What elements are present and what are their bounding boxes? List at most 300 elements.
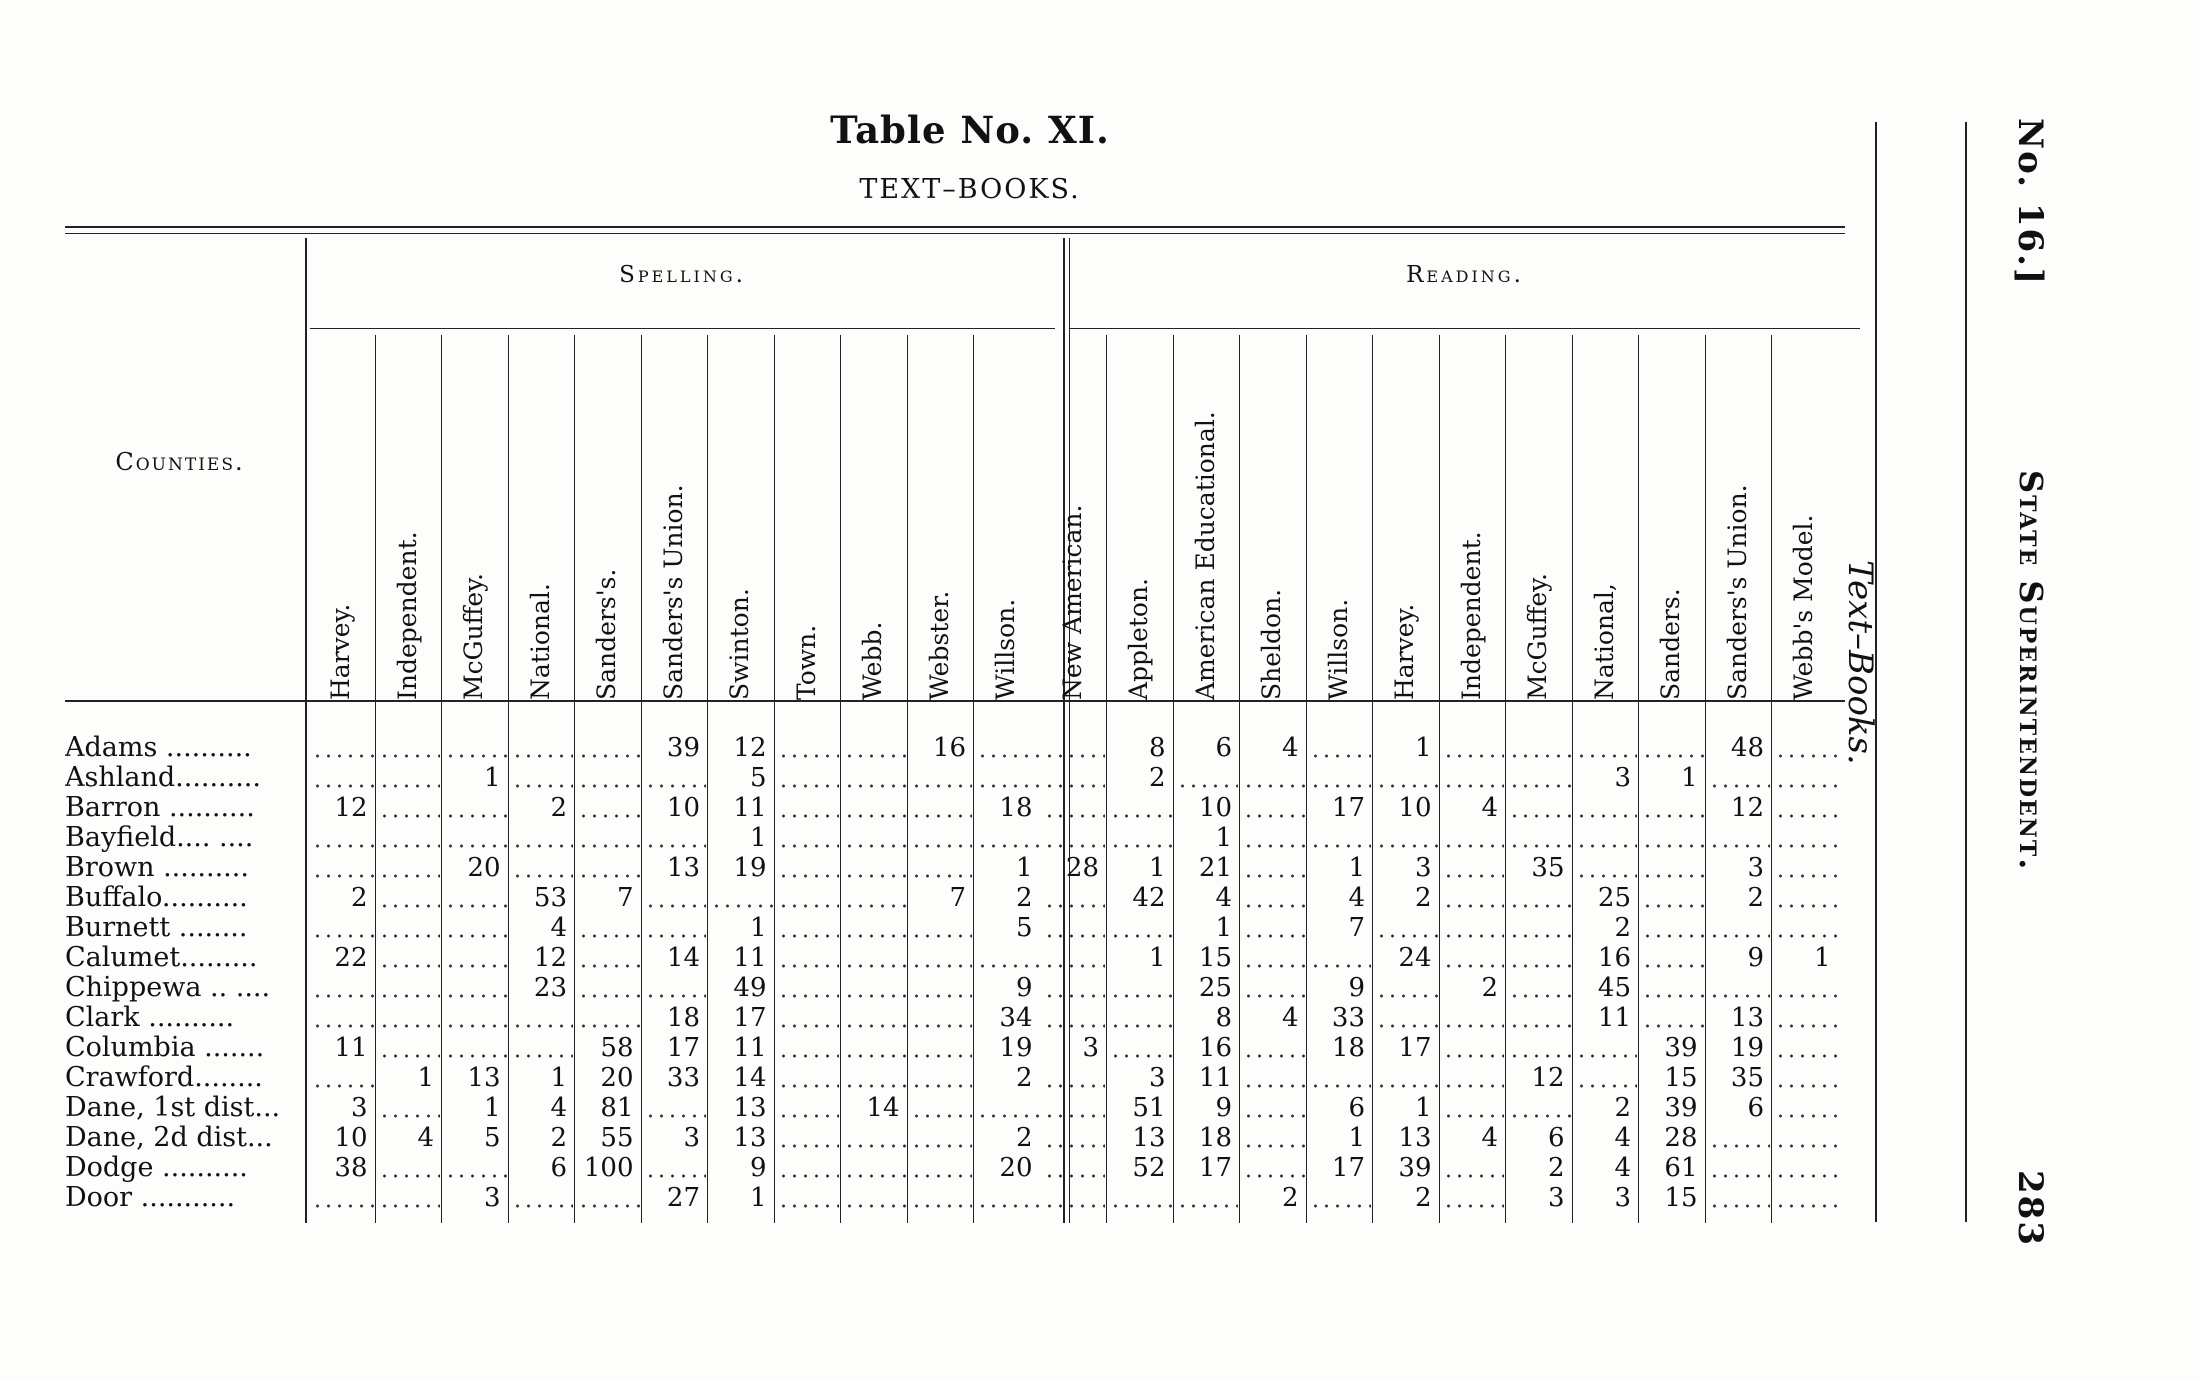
table-cell: 18 [1331,1033,1365,1063]
table-cell: 14 [666,943,700,973]
county-name: Crawford........ [65,1063,263,1093]
table-cell [975,763,1039,793]
table-cell [576,793,640,823]
table-cell [1773,853,1837,883]
table-cell: 28 [1664,1123,1698,1153]
table-cell [1042,883,1106,913]
table-cell [377,1093,441,1123]
table-cell: 4 [1614,1123,1631,1153]
table-cell [1507,793,1571,823]
table-cell: 5 [1015,913,1033,943]
table-cell [842,1063,906,1093]
table-cell [1241,973,1305,1003]
table-cell: 17 [1398,1033,1432,1063]
county-name: Buffalo.......... [65,883,248,913]
table-cell [842,853,906,883]
table-cell [909,1033,973,1063]
table-row [0,763,1890,793]
table-cell [1042,763,1106,793]
table-cell: 25 [1597,883,1631,913]
table-cell: 6 [1348,1093,1365,1123]
table-cell: 3 [1414,853,1432,883]
table-cell: 13 [733,1093,767,1123]
table-cell [576,853,640,883]
table-cell [310,1003,374,1033]
table-cell [1441,823,1505,853]
table-cell [842,823,906,853]
column-header-label: Sanders. [1656,588,1685,700]
table-cell: 3 [483,1183,501,1213]
table-cell [842,1123,906,1153]
table-cell [377,763,441,793]
reading-group-header: Reading. [1406,262,1524,288]
table-cell: 11 [733,793,767,823]
table-cell: 2 [1414,1183,1432,1213]
column-header-label: Town. [791,624,821,700]
table-cell [443,883,507,913]
table-cell [1773,1093,1837,1123]
table-cell [377,733,441,763]
table-cell [1241,1033,1305,1063]
table-cell [1042,1093,1106,1123]
table-cell [1707,1123,1771,1153]
table-cell: 4 [1481,1123,1498,1153]
table-cell: 19 [1730,1033,1764,1063]
table-cell [1773,763,1837,793]
table-cell: 1 [1813,943,1831,973]
table-cell [1574,1033,1638,1063]
table-cell [1374,763,1438,793]
table-cell [510,1183,574,1213]
table-cell: 7 [949,883,966,913]
column-header-label: Harvey. [1390,603,1419,700]
table-cell [1042,793,1106,823]
table-cell [576,823,640,853]
column-header-label: McGuffey. [1523,573,1552,700]
table-cell [776,733,840,763]
table-row [0,733,1890,763]
table-cell [643,763,707,793]
table-cell [1374,1003,1438,1033]
table-cell: 13 [1132,1123,1166,1153]
table-cell [776,943,840,973]
table-cell: 7 [1348,913,1365,943]
table-cell [1042,973,1106,1003]
table-cell: 4 [1614,1153,1631,1183]
table-title: Table No. XI. [830,108,1110,152]
county-name: Adams .......... [65,733,252,763]
table-cell: 16 [1597,943,1631,973]
column-header-label: Sheldon. [1257,588,1286,700]
table-cell: 1 [1680,763,1698,793]
table-cell [1640,823,1704,853]
table-cell [776,1063,840,1093]
table-cell: 11 [1597,1003,1631,1033]
table-cell: 3 [1082,1033,1099,1063]
table-cell [1507,823,1571,853]
table-cell: 17 [666,1033,700,1063]
table-cell [576,913,640,943]
county-name: Ashland.......... [65,763,261,793]
table-cell: 38 [334,1153,368,1183]
table-cell [975,1183,1039,1213]
table-cell [510,853,574,883]
table-cell: 1 [417,1063,434,1093]
table-row [0,1033,1890,1063]
table-cell [776,1153,840,1183]
table-cell [443,793,507,823]
table-cell [377,973,441,1003]
table-cell [1640,733,1704,763]
table-cell [443,1153,507,1183]
county-name: Dane, 1st dist... [65,1093,281,1123]
top-rule-2 [65,233,1845,234]
table-cell [1042,1003,1106,1033]
table-cell: 52 [1132,1153,1166,1183]
table-cell [443,1033,507,1063]
table-cell: 17 [733,1003,767,1033]
table-cell: 39 [666,733,700,763]
table-cell: 51 [1132,1093,1166,1123]
table-cell [1707,1183,1771,1213]
table-cell: 13 [1730,1003,1764,1033]
table-cell: 34 [999,1003,1033,1033]
table-cell: 15 [1664,1183,1698,1213]
table-cell [576,733,640,763]
column-header-label: Webb. [858,621,887,700]
table-cell: 3 [1547,1183,1565,1213]
table-cell [1308,1183,1372,1213]
table-cell: 4 [550,913,567,943]
county-name: Door ........... [65,1183,236,1213]
table-cell [1707,973,1771,1003]
table-cell: 10 [1198,793,1232,823]
table-cell [643,1153,707,1183]
table-cell [1507,883,1571,913]
table-cell [510,733,574,763]
table-row [0,1153,1890,1183]
table-cell [842,793,906,823]
table-cell: 1 [1414,733,1432,763]
table-cell: 4 [1348,883,1365,913]
table-cell [1507,733,1571,763]
table-cell [310,823,374,853]
table-cell: 20 [999,1153,1033,1183]
table-cell [377,823,441,853]
table-cell [1042,1063,1106,1093]
spelling-group-rule [310,328,1055,329]
table-cell [1441,1063,1505,1093]
table-cell: 48 [1730,733,1764,763]
table-cell [975,943,1039,973]
table-cell [310,1183,374,1213]
table-cell: 55 [600,1123,634,1153]
table-cell [1308,943,1372,973]
table-row [0,1093,1890,1123]
table-cell [1574,853,1638,883]
table-cell: 2 [1614,1093,1631,1123]
table-cell [842,913,906,943]
table-cell: 10 [1398,793,1432,823]
table-cell [1241,1123,1305,1153]
table-cell [1441,1093,1505,1123]
column-header-label: Willson. [991,598,1020,700]
table-cell [310,763,374,793]
table-cell: 2 [550,793,567,823]
table-cell [1108,973,1172,1003]
table-cell [842,943,906,973]
table-cell [643,883,707,913]
table-cell: 1 [1015,853,1033,883]
county-name: Dane, 2d dist... [65,1123,273,1153]
county-name: Clark .......... [65,1003,235,1033]
table-cell: 1 [1215,823,1232,853]
table-cell [842,1153,906,1183]
table-cell: 28 [1065,853,1099,883]
table-cell: 10 [666,793,700,823]
table-cell [1042,913,1106,943]
table-cell [776,823,840,853]
table-cell: 61 [1664,1153,1698,1183]
table-cell [576,1183,640,1213]
table-cell: 24 [1398,943,1432,973]
table-cell [909,1003,973,1033]
table-cell: 4 [1481,793,1498,823]
table-cell [1574,793,1638,823]
table-cell [776,973,840,1003]
table-cell [1773,733,1837,763]
table-row [0,1063,1890,1093]
table-row [0,1123,1890,1153]
table-cell: 7 [616,883,634,913]
table-cell [1773,1183,1837,1213]
table-cell [1241,1153,1305,1183]
table-cell [776,1003,840,1033]
table-row [0,913,1890,943]
table-cell: 9 [1348,973,1365,1003]
table-cell: 13 [467,1063,501,1093]
table-cell [1441,943,1505,973]
table-cell: 2 [550,1123,567,1153]
table-cell [1108,1003,1172,1033]
table-cell [776,913,840,943]
table-cell: 18 [999,793,1033,823]
table-cell: 35 [1531,853,1565,883]
table-cell [1574,823,1638,853]
table-cell: 8 [1215,1003,1232,1033]
table-cell [709,883,773,913]
county-name: Columbia ....... [65,1033,265,1063]
table-cell [1175,763,1239,793]
table-cell [443,913,507,943]
table-cell [1441,1183,1505,1213]
table-cell: 18 [666,1003,700,1033]
table-cell: 1 [550,1063,567,1093]
table-cell [1241,793,1305,823]
table-cell [1042,823,1106,853]
table-cell: 3 [1614,1183,1631,1213]
table-cell [1773,913,1837,943]
table-cell [842,883,906,913]
table-cell [377,883,441,913]
table-cell [1441,883,1505,913]
column-header-label: Sanders's Union. [658,484,688,700]
table-cell [909,793,973,823]
table-cell [1773,883,1837,913]
table-cell [1773,973,1837,1003]
table-cell [1042,1153,1106,1183]
top-rule-1 [65,226,1845,228]
column-header-label: Independent. [1456,531,1486,700]
table-cell [310,973,374,1003]
table-cell [776,853,840,883]
table-cell [1707,1153,1771,1183]
table-cell: 13 [666,853,700,883]
county-name: Chippewa .. .... [65,973,271,1003]
table-cell: 2 [1414,883,1432,913]
column-header-label: New American. [1057,504,1087,700]
column-header-label: Webb's Model. [1789,514,1818,700]
table-cell [643,913,707,943]
table-cell [443,973,507,1003]
table-cell [909,943,973,973]
table-cell [1441,1153,1505,1183]
table-cell: 1 [1148,853,1166,883]
table-cell: 15 [1664,1063,1698,1093]
table-cell [510,763,574,793]
table-cell [1108,913,1172,943]
table-cell: 1 [749,1183,767,1213]
table-cell: 6 [550,1153,567,1183]
table-cell [1374,1063,1438,1093]
table-cell [842,973,906,1003]
table-cell [1308,1063,1372,1093]
table-row [0,793,1890,823]
table-cell [1241,913,1305,943]
table-cell: 22 [334,943,368,973]
table-cell [842,1183,906,1213]
table-cell [1108,793,1172,823]
table-cell [1507,1003,1571,1033]
table-cell [1574,1063,1638,1093]
table-cell: 39 [1398,1153,1432,1183]
table-cell [1374,913,1438,943]
table-cell: 6 [1215,733,1232,763]
table-cell [1042,733,1106,763]
table-cell [1640,883,1704,913]
table-cell [776,883,840,913]
table-cell: 58 [600,1033,634,1063]
table-cell [1441,913,1505,943]
table-cell [1108,1033,1172,1063]
table-cell [1507,1093,1571,1123]
table-cell [1507,973,1571,1003]
table-cell [842,1003,906,1033]
table-cell [1773,793,1837,823]
table-cell: 4 [1281,733,1299,763]
column-header-label: Independent. [392,531,422,700]
table-cell [576,1003,640,1033]
table-cell: 13 [733,1123,767,1153]
column-header-label: McGuffey. [459,573,488,700]
table-cell: 49 [733,973,767,1003]
table-cell: 10 [334,1123,368,1153]
column-header-label: Willson. [1323,598,1353,700]
table-cell [1175,1183,1239,1213]
table-cell: 6 [1547,1123,1565,1153]
table-cell: 4 [550,1093,567,1123]
table-cell [1507,763,1571,793]
county-name: Burnett ........ [65,913,248,943]
table-cell: 2 [1015,883,1033,913]
table-cell [1707,823,1771,853]
table-cell: 17 [1331,1153,1365,1183]
table-cell: 3 [1148,1063,1166,1093]
table-cell [776,1183,840,1213]
table-cell [1773,823,1837,853]
table-cell [776,1123,840,1153]
table-cell: 35 [1730,1063,1764,1093]
table-cell: 16 [932,733,966,763]
table-cell [443,823,507,853]
table-cell: 12 [533,943,567,973]
column-header-label: Harvey. [326,603,355,700]
table-cell: 1 [483,1093,501,1123]
table-cell: 12 [733,733,767,763]
table-row [0,823,1890,853]
column-header-label: National, [1589,583,1619,700]
table-cell [377,1153,441,1183]
county-name: Calumet......... [65,943,258,973]
table-cell: 4 [417,1123,434,1153]
table-cell: 2 [350,883,368,913]
running-head-number-text: No. 16.] [2010,118,2050,287]
table-cell: 27 [666,1183,700,1213]
table-cell [1241,823,1305,853]
table-cell [377,913,441,943]
table-cell [1241,1063,1305,1093]
table-row [0,1183,1890,1213]
table-cell: 2 [1547,1153,1565,1183]
table-cell [510,1003,574,1033]
table-cell [377,1183,441,1213]
table-cell: 18 [1198,1123,1232,1153]
column-header-label: Sanders's. [592,568,621,700]
table-cell [1042,943,1106,973]
table-cell [909,1093,973,1123]
table-cell: 33 [1331,1003,1365,1033]
table-cell [510,1033,574,1063]
table-cell: 21 [1198,853,1232,883]
table-cell [576,943,640,973]
table-cell [377,943,441,973]
table-cell [310,853,374,883]
table-cell [1773,1033,1837,1063]
table-cell [1773,1003,1837,1033]
table-cell [310,1063,374,1093]
table-cell [1507,943,1571,973]
table-cell: 100 [583,1153,634,1183]
column-header-label: Sanders's Union. [1722,484,1752,700]
table-cell: 13 [1398,1123,1432,1153]
table-cell: 12 [1531,1063,1565,1093]
table-cell [909,1183,973,1213]
table-cell: 1 [749,913,767,943]
table-cell [377,1033,441,1063]
table-cell [975,1093,1039,1123]
table-cell: 1 [483,763,501,793]
table-cell [776,1033,840,1063]
